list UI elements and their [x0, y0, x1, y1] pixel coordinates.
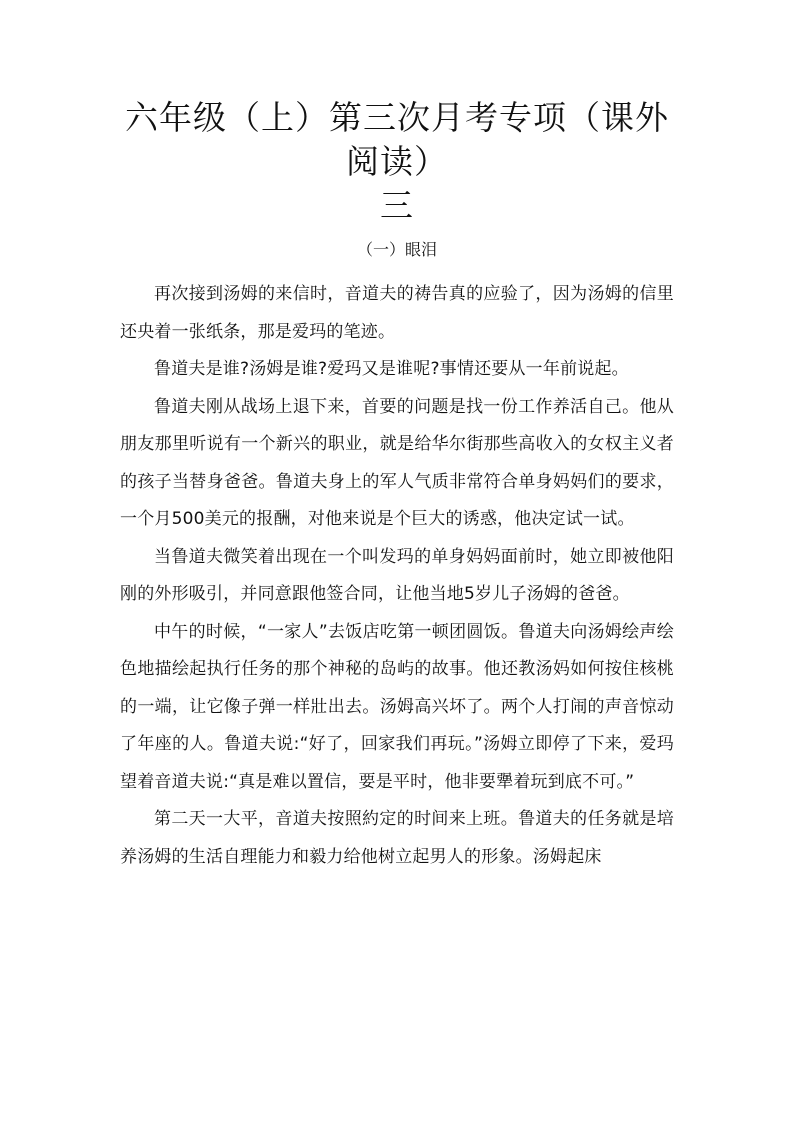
document-title-line-1: 六年级（上）第三次月考专项（课外阅读）: [125, 98, 669, 181]
paragraph: 再次接到汤姆的来信时，音道夫的祷告真的应验了，因为汤姆的信里还央着一张纸条，那是爱玛的笔迹。: [120, 284, 674, 342]
paragraph: 第二天一大平，音道夫按照約定的时间来上班。鲁道夫的任务就是培养汤姆的生活自理能力和毅力给他树立起男人的形象。汤姆起床: [120, 809, 674, 867]
document-title: [120, 96, 674, 228]
paragraph: 鲁道夫刚从战场上退下来，首要的问题是找一份工作养活自己。他从朋友那里听说有一个新兴的职业，就是给华尔街那些高收入的女权主义者的孩子当替身爸爸。鲁道夫身上的军人气质非常符合单身妈妈们的要求，一个月500美元的报酬，对他来说是个巨大的诱惑，他决定试一试。: [120, 396, 674, 529]
document-title-line-2: 三: [380, 186, 414, 225]
article-body: [120, 276, 674, 876]
paragraph: 鲁道夫是谁?汤姆是谁?爱玛又是谁呢?事情还要从一年前说起。: [154, 359, 629, 379]
paragraph: 当鲁道夫微笑着出现在一个叫发玛的单身妈妈面前时，她立即被他阳刚的外形吸引，并同意跟他签合同，让他当地5岁儿子汤姆的爸爸。: [120, 546, 674, 604]
paragraph: 中午的时候，“一家人”去饭店吃第一顿团圆饭。鲁道夫向汤姆绘声绘色地描绘起执行任务的那个神秘的岛屿的故事。他还教汤妈如何按住核桃的一端，让它像子弹一样壯出去。汤姆高兴坏了。两个人打闹的声音惊动了年座的人。鲁道夫说:“好了，回家我们再玩。”汤姆立即停了下来，爱玛望着音道夫说:“真是难以置信，要是平时，他非要犟着玩到底不可。”: [120, 621, 674, 792]
section-title: （一）眼泪: [356, 240, 437, 259]
